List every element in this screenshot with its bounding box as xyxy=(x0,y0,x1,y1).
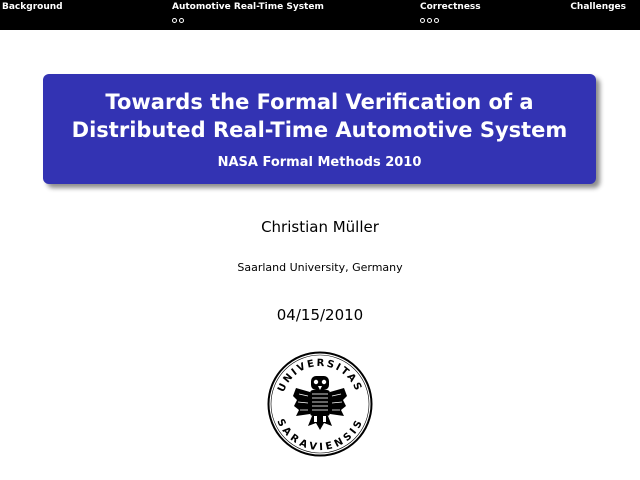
institute-name: Saarland University, Germany xyxy=(237,261,403,274)
presentation-title xyxy=(43,88,596,144)
nav-section-label: Challenges xyxy=(570,2,626,12)
nav-section-label: Automotive Real-Time System xyxy=(172,2,324,12)
nav-section-automotive-real-time-system[interactable] xyxy=(172,2,324,24)
nav-section-background[interactable] xyxy=(2,2,63,13)
navigation-bar xyxy=(0,0,640,30)
presentation-subtitle: NASA Formal Methods 2010 xyxy=(217,155,422,170)
nav-section-correctness[interactable] xyxy=(420,2,481,24)
author-name: Christian Müller xyxy=(261,218,379,236)
seal-bottom-text: SARAVIENSIS xyxy=(273,417,367,454)
nav-section-label: Correctness xyxy=(420,2,481,12)
frame-dot-icon[interactable] xyxy=(427,18,432,23)
frame-dot-icon[interactable] xyxy=(172,18,177,23)
nav-section-challenges[interactable] xyxy=(570,2,626,13)
university-seal-eagle-icon xyxy=(266,350,374,458)
frame-dots xyxy=(172,16,324,24)
seal-top-text: UNIVERSITAS xyxy=(276,357,364,394)
title-box xyxy=(43,74,596,184)
frame-dot-icon[interactable] xyxy=(420,18,425,23)
title-line-1: Towards the Formal Verification of a xyxy=(105,90,534,114)
frame-dots xyxy=(420,16,481,24)
presentation-date: 04/15/2010 xyxy=(276,306,364,324)
nav-section-label: Background xyxy=(2,2,63,12)
frame-dot-icon[interactable] xyxy=(179,18,184,23)
frame-dot-icon[interactable] xyxy=(434,18,439,23)
title-line-2: Distributed Real-Time Automotive System xyxy=(71,118,568,142)
